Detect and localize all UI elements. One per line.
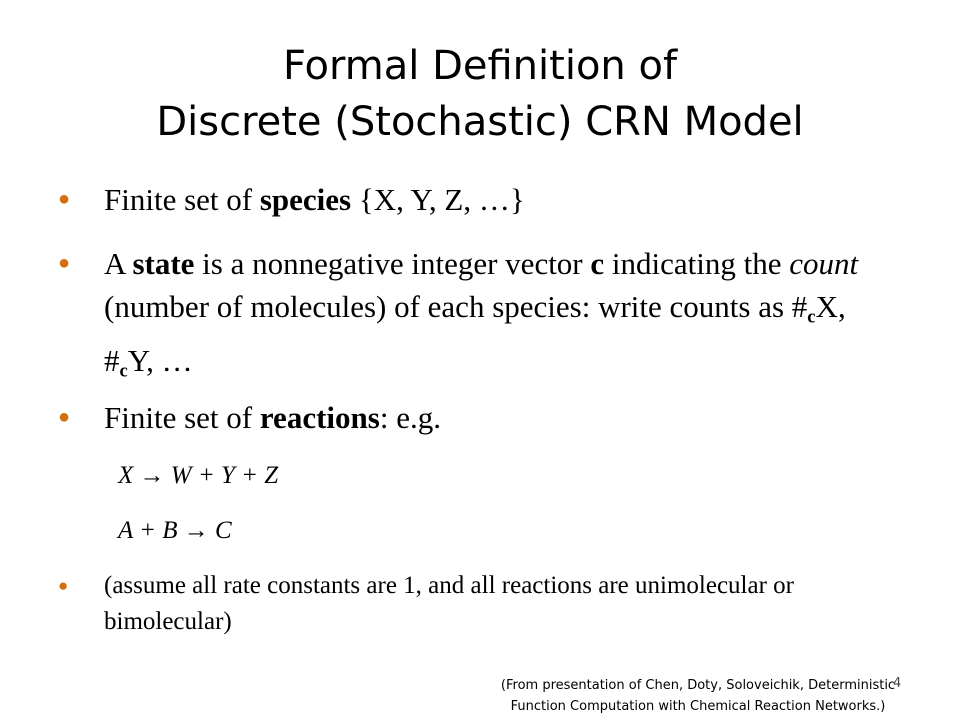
bullet-species [60,178,860,221]
slide-title [0,38,960,150]
bold-term: reactions [259,400,380,435]
page-number: 4 [893,676,902,691]
bullet-dot-icon: ● [58,188,71,210]
bullet-state-text [104,242,860,392]
text-segment: Finite set of [104,182,260,217]
text-segment: is a nonnegative integer vector [194,246,591,281]
bullet-dot-icon: ● [58,406,71,428]
bold-term: c [590,246,605,281]
footer-line-1: (From presentation of Chen, Doty, Soloveichik, Deterministic [500,678,896,693]
citation-footer [478,675,918,717]
text-segment: indicating the [604,246,790,281]
text-segment: : e.g. [379,400,441,435]
text-segment: Finite set of [104,400,260,435]
text-segment: {X, Y, Z, …} [351,182,525,217]
subscript: c [119,360,128,382]
title-line-1: Formal Definition of [282,43,678,89]
bullet-reactions [60,396,860,439]
text-segment: X, # [104,289,846,378]
bullet-assumption [60,568,860,640]
subscript: c [807,306,816,328]
italic-term: count [789,246,859,281]
bold-term: state [132,246,195,281]
text-segment: A [104,246,133,281]
reaction-2: A + B → C [118,517,232,544]
bullet-dot-icon: ● [58,252,71,274]
bullet-dot-icon: ● [58,576,69,595]
reaction-1: X → W + Y + Z [118,462,279,489]
text-segment: (number of molecules) of each species: write counts as # [104,289,808,324]
bullet-species-text [104,178,860,221]
bullet-state [60,242,860,392]
bullet-assumption-text: (assume all rate constants are 1, and all reactions are unimolecular or bimolecular) [104,572,794,635]
text-segment: Y, … [127,342,193,378]
bold-term: species [259,182,352,217]
title-line-2: Discrete (Stochastic) CRN Model [156,99,804,145]
bullet-reactions-text [104,396,860,439]
footer-line-2: Function Computation with Chemical Reaction Networks.) [510,699,886,714]
